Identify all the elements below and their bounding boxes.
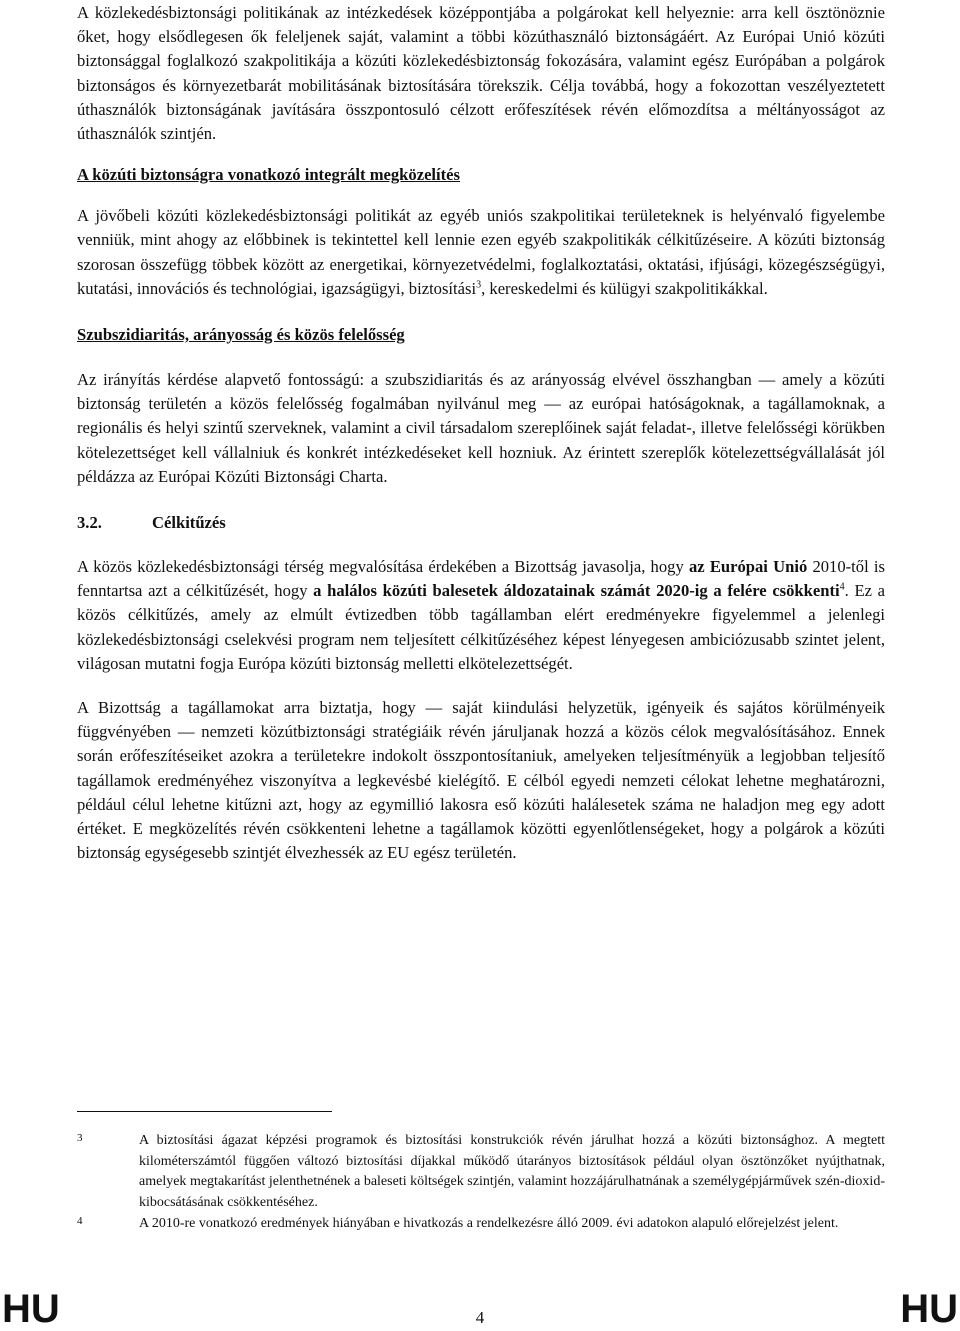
document-body: [77, 0, 885, 865]
footnote-3: [77, 1131, 885, 1213]
paragraph-goal: [77, 555, 885, 676]
section-heading: [77, 511, 885, 535]
footnote-text: A 2010-re vonatkozó eredmények hiányában e hivatkozás a rendelkezésre álló 2009. évi adatokon alapuló előrejelzést jelent.: [139, 1216, 839, 1231]
integrated-text-b: , kereskedelmi és külügyi szakpolitikákkal.: [481, 278, 768, 298]
footnote-text: A biztosítási ágazat képzési programok és biztosítási konstrukciók révén járulhat hozzá a közúti biztonsághoz. A megtett kilométerszámtól függően változó biztosítási díjakkal működő útarányos biztosítások például olyan ösztönzőket nyújthatnak, amelyek megtakarítást jelenthetnének a baleseti költségek szintjén, valamint hozzájárulhatnának a személygépjárművek szén-dioxid-kibocsátásának csökkentéséhez.: [139, 1133, 885, 1210]
language-code-right: HU: [900, 1287, 958, 1331]
footnote-separator: [77, 1111, 332, 1112]
paragraph-integrated-approach: [77, 204, 885, 301]
footnote-ref-4: 4: [839, 581, 845, 593]
goal-text-c: 2010-től is fenntartsa azt a célkitűzését, hogy: [77, 557, 885, 601]
footnote-number: 3: [77, 1132, 83, 1144]
section-title: Célkitűzés: [152, 513, 226, 533]
integrated-text-a: A jövőbeli közúti közlekedésbiztonsági politikát az egyéb uniós szakpolitikai területeknek is helyénvaló figyelembe venniük, mint ahogy az előbbinek is tekintettel kell lennie ezen egyéb szakpolitikák célkitűzéseire. A közúti biztonság szorosan összefügg többek között az energetikai, környezetvédelmi, foglalkoztatási, oktatási, ifjúsági, közegészségügyi, kutatási, innovációs és technológiai, igazságügyi, biztosítási: [77, 206, 885, 298]
page-footer: [0, 1288, 960, 1330]
footnote-ref-3: 3: [476, 279, 482, 291]
footnote-4: [77, 1214, 885, 1235]
heading-integrated-approach: A közúti biztonságra vonatkozó integrált megközelítés: [77, 165, 461, 185]
section-number: 3.2.: [77, 513, 102, 533]
paragraph-subsidiarity: Az irányítás kérdése alapvető fontosságú: a szubszidiaritás és az arányosság elvével összhangban — amely a közúti biztonság területén a közös felelősség fogalmában nyilvánul meg — az európai hatóságoknak, a tagállamoknak, a regionális és helyi szintű szerveknek, valamint a civil társadalom szereplőinek saját feladat-, illetve felelősségi körükben kötelezettséget kell vállalniuk és konkrét intézkedéseket kell hozniuk. Az érintett szereplők kötelezettségvállalását jól példázza az Európai Közúti Biztonsági Charta.: [77, 370, 885, 486]
goal-text-a: A közös közlekedésbiztonsági térség megvalósítása érdekében a Bizottság javasolja, hogy: [77, 557, 689, 577]
paragraph-member-states: A Bizottság a tagállamokat arra biztatja, hogy — saját kiindulási helyzetük, igényeik és sajátos körülményeik függvényében — nemzeti közútbiztonsági stratégiáik révén járuljanak hozzá a közös célok megvalósításához. Ennek során erőfeszítéseiket azokra a területekre indokolt összpontosítaniuk, amelyeken teljesítményük a legjobban teljesítő tagállamok eredményéhez viszonyítva a legkevésbé kielégítő. E célból egyedi nemzeti célokat lehetne meghatározni, például célul lehetne kitűzni azt, hogy az egymillió lakosra eső közúti halálesetek száma ne haladjon meg egy adott értéket. E megközelítés révén csökkenteni lehetne a tagállamok közötti egyenlőtlenségeket, hogy a polgárok a közúti biztonság egységesebb szintjét élvezhessék az EU egész területén.: [77, 698, 885, 863]
page-number: 4: [475, 1308, 485, 1327]
paragraph-intro: A közlekedésbiztonsági politikának az intézkedések középpontjába a polgárokat kell helyeznie: arra kell ösztönöznie őket, hogy elsődlegesen ők feleljenek saját, valamint a többi közúthasználó biztonságáért. Az Európai Unió közúti biztonsággal foglalkozó szakpolitikája a közúti közlekedésbiztonság fokozására, valamint egész Európában a polgárok biztonságos és környezetbarát mobilitásának biztosítására törekszik. Célja továbbá, hogy a fokozottan veszélyeztetett úthasználók biztonságának javítására összpontosuló célzott erőfeszítések révén előmozdítsa a méltányosságot az úthasználók szintjén.: [77, 3, 885, 144]
heading-subsidiarity: Szubszidiaritás, arányosság és közös felelősség: [77, 325, 405, 345]
language-code-left: HU: [2, 1287, 60, 1331]
goal-text-e: . Ez a közös célkitűzés, amely az elmúlt évtizedben több tagállamban elért eredményekre figyelemmel a jelenlegi közlekedésbiztonsági cselekvési program nem teljesített célkitűzéséhez képest lényegesen ambiciózusabb szintet jelent, világosan mutatni fogja Európa közúti biztonság melletti elkötelezettségét.: [77, 581, 885, 673]
goal-text-eu: az Európai Unió: [688, 557, 808, 577]
goal-text-target: a halálos közúti balesetek áldozatainak számát 2020-ig a felére csökkenti: [313, 581, 840, 601]
footnote-number: 4: [77, 1215, 83, 1227]
